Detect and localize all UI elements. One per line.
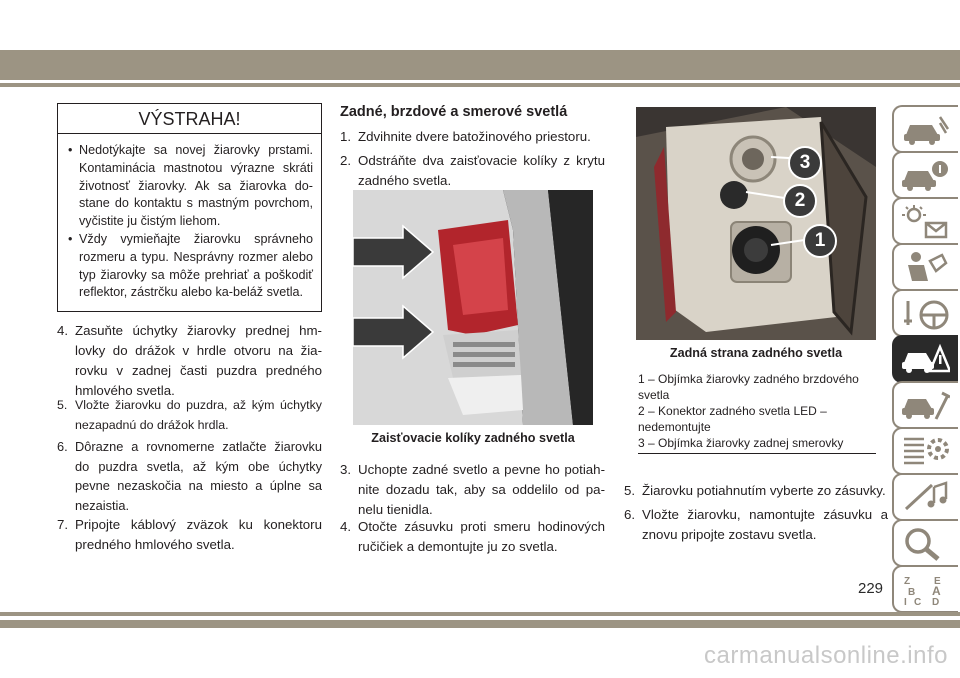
tab-car-warning[interactable] (892, 335, 958, 383)
step-text: Zdvihnite dvere batožinového priestoru. (358, 129, 591, 144)
footer-rule (0, 612, 960, 616)
tail-light-back-photo (636, 107, 876, 340)
legend-item-1: 1 – Objímka žiarovky zadného brzdového svetla (638, 372, 859, 402)
search-magnifier-icon (902, 527, 950, 561)
tab-index[interactable] (892, 565, 958, 613)
step-text: Vložte žiarovku do puzdra, až kým úchytky nezapadnú do drážok hrdla. (75, 398, 322, 432)
warning-item (68, 142, 313, 231)
legend-item-2: 2 – Konektor zadného svetla LED – nedemontujte (638, 404, 827, 434)
step-text: Zasuňte úchytky žiarovky prednej hm-lovky do drážok v hrdle otvoru na žia-rovku v zadnej časti puzdra predného hmlového svetla. (75, 323, 322, 398)
bullet: • (68, 231, 73, 246)
legend-item-3: 3 – Objímka žiarovky zadnej smerovky (638, 436, 844, 450)
step-text: Žiarovku potiahnutím vyberte zo zásuvky. (642, 483, 886, 498)
step-2 (340, 151, 605, 191)
callout-2: 2 (783, 184, 817, 218)
svg-text:D: D (932, 597, 940, 607)
car-info-circle-icon (902, 159, 950, 193)
top-margin (0, 0, 960, 50)
tab-multimedia[interactable] (892, 473, 958, 521)
step-text: Uchopte zadné svetlo a pevne ho potiah-nite dozadu tak, aby sa oddelilo od pa-nelu tienidla. (358, 462, 605, 517)
step-4-middle (340, 517, 605, 557)
step-number: 6. (57, 439, 68, 454)
footer-bar (0, 620, 960, 628)
step-number: 3. (340, 462, 352, 477)
bullet: • (68, 143, 73, 157)
header-bar (0, 50, 960, 80)
tab-specs-gear[interactable] (892, 427, 958, 475)
svg-text:E: E (934, 576, 941, 587)
tab-search[interactable] (892, 519, 958, 567)
photo-caption-pins: Zaisťovacie kolíky zadného svetla (371, 431, 575, 445)
tab-car-wrench[interactable] (892, 381, 958, 429)
dashboard-lights-icon (902, 205, 950, 239)
step-number: 7. (57, 517, 69, 532)
step-number: 4. (57, 323, 69, 338)
photo-caption-back: Zadná strana zadného svetla (669, 346, 843, 360)
callout-legend (638, 371, 876, 451)
svg-text:I: I (904, 597, 907, 607)
tab-car-info-circle[interactable] (892, 151, 958, 199)
car-warning-icon (902, 343, 950, 377)
tab-airbag-person[interactable] (892, 243, 958, 291)
warning-item (68, 231, 313, 302)
car-info-icon (902, 113, 950, 147)
step-number: 1. (340, 129, 352, 144)
specs-gear-icon (902, 435, 950, 469)
warning-item-text: Nedotýkajte sa novej žiarovky prstami. Kontaminácia mastnotou výrazne skráti životnosť žiarovky. Ak sa žiarovka do-stane do kontaktu s mastným povrchom, vyčistite ju čistým liehom. (79, 143, 313, 229)
multimedia-note-icon (902, 481, 950, 515)
tail-light-back-illustration (636, 107, 876, 340)
tab-car-info[interactable] (892, 105, 958, 153)
legend-rule (638, 453, 876, 454)
step-number: 4. (340, 519, 352, 534)
step-6-right (624, 505, 888, 545)
warning-body (58, 134, 321, 302)
index-letters-icon (902, 573, 950, 607)
warning-item-text: Vždy vymieňajte žiarovku správneho rozmeru a typu. Nesprávny rozmer alebo typ žiarovky sa môže prehriať a poškodiť reflektor, zástrčku alebo ka-beláž svetla. (79, 231, 313, 300)
svg-text:Z: Z (904, 576, 911, 587)
header-rule (0, 83, 960, 87)
step-text: Odstráňte dva zaisťovacie kolíky z krytu zadného svetla. (358, 153, 605, 188)
step-5-left (57, 395, 322, 435)
callout-3: 3 (788, 146, 822, 180)
step-number: 2. (340, 153, 352, 168)
callout-1: 1 (803, 224, 837, 258)
step-4-left (57, 321, 322, 401)
step-6-left (57, 437, 322, 515)
svg-text:B: B (908, 587, 916, 598)
step-text: Dôrazne a rovnomerne zatlačte žiarovku do puzdra svetla, až kým obe úchytky pevne nezaskočia na miesto a úplne sa nezaistia. (75, 439, 322, 513)
step-1 (340, 127, 605, 147)
warning-box (57, 103, 322, 312)
step-number: 5. (624, 483, 636, 498)
step-7-left (57, 515, 322, 555)
step-5-right (624, 481, 888, 501)
svg-text:C: C (914, 597, 922, 607)
tail-light-pins-photo (353, 190, 593, 425)
step-number: 5. (57, 398, 68, 412)
tail-light-pins-illustration (353, 190, 593, 425)
section-heading: Zadné, brzdové a smerové svetlá (340, 104, 568, 120)
car-wrench-icon (902, 389, 950, 423)
svg-text:A: A (932, 584, 941, 598)
watermark: carmanualsonline.info (704, 642, 948, 669)
tab-steering-wheel[interactable] (892, 289, 958, 337)
step-number: 6. (624, 507, 636, 522)
step-text: Vložte žiarovku, namontujte zásuvku a znovu pripojte zostavu svetla. (642, 507, 888, 542)
tab-dashboard-lights[interactable] (892, 197, 958, 245)
steering-wheel-icon (902, 297, 950, 331)
airbag-person-icon (902, 251, 950, 285)
warning-title: VÝSTRAHA! (58, 104, 321, 134)
step-text: Otočte zásuvku proti smeru hodinových ručičiek a demontujte ju zo svetla. (358, 519, 605, 554)
step-3 (340, 460, 605, 520)
step-text: Pripojte káblový zväzok ku konektoru predného hmlového svetla. (75, 517, 322, 552)
page-number: 229 (858, 580, 884, 597)
